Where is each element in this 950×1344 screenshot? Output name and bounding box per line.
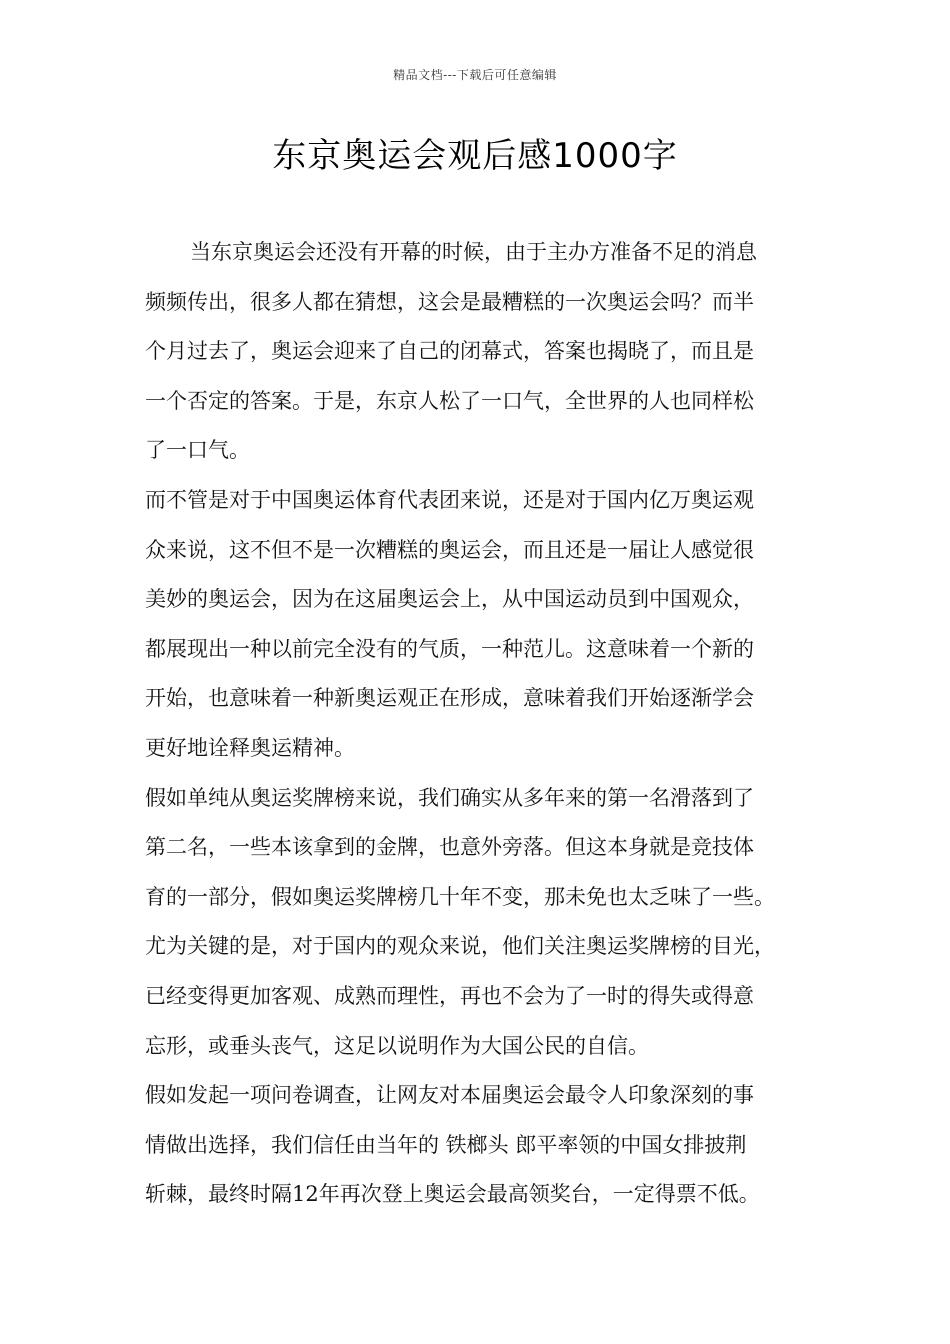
text-line: 第二名，一些本该拿到的金牌，也意外旁落。但这本身就是竞技体 — [145, 835, 754, 860]
text-line: 尤为关键的是，对于国内的观众来说，他们关注奥运奖牌榜的目光， — [145, 934, 775, 959]
text-line: 斩棘，最终时隔12年再次登上奥运会最高领奖台，一定得票不低。 — [145, 1182, 760, 1207]
text-line: 个月过去了，奥运会迎来了自己的闭幕式，答案也揭晓了，而且是 — [145, 339, 754, 364]
text-line: 假如单纯从奥运奖牌榜来说，我们确实从多年来的第一名滑落到了 — [145, 785, 754, 810]
text-line: 而不管是对于中国奥运体育代表团来说，还是对于国内亿万奥运观 — [145, 487, 754, 512]
text-line: 了一口气。 — [145, 438, 250, 463]
text-line: 更好地诠释奥运精神。 — [145, 735, 355, 760]
text-line: 育的一部分，假如奥运奖牌榜几十年不变，那未免也太乏味了一些。 — [145, 884, 775, 909]
text-line: 频频传出，很多人都在猜想，这会是最糟糕的一次奥运会吗？而半 — [145, 289, 754, 314]
text-line: 情做出选择，我们信任由当年的 铁榔头 郎平率领的中国女排披荆 — [145, 1132, 747, 1157]
text-line: 已经变得更加客观、成熟而理性，再也不会为了一时的得失或得意 — [145, 983, 754, 1008]
text-line: 忘形，或垂头丧气，这足以说明作为大国公民的自信。 — [145, 1033, 649, 1058]
text-line: 假如发起一项问卷调查，让网友对本届奥运会最令人印象深刻的事 — [145, 1083, 754, 1108]
text-line: 当东京奥运会还没有开幕的时候，由于主办方准备不足的消息 — [190, 240, 757, 264]
document-body — [145, 228, 825, 1220]
text-line: 众来说，这不但不是一次糟糕的奥运会，而且还是一届让人感觉很 — [145, 537, 754, 562]
text-line: 一个否定的答案。于是，东京人松了一口气，全世界的人也同样松 — [145, 388, 754, 413]
document-title: 东京奥运会观后感1000字 — [272, 136, 678, 176]
header-note: 精品文档---下载后可任意编辑 — [393, 68, 557, 82]
text-line: 美妙的奥运会，因为在这届奥运会上，从中国运动员到中国观众， — [145, 587, 754, 612]
text-line: 都展现出一种以前完全没有的气质，一种范儿。这意味着一个新的 — [145, 636, 754, 661]
text-line: 开始，也意味着一种新奥运观正在形成，意味着我们开始逐渐学会 — [145, 686, 754, 711]
